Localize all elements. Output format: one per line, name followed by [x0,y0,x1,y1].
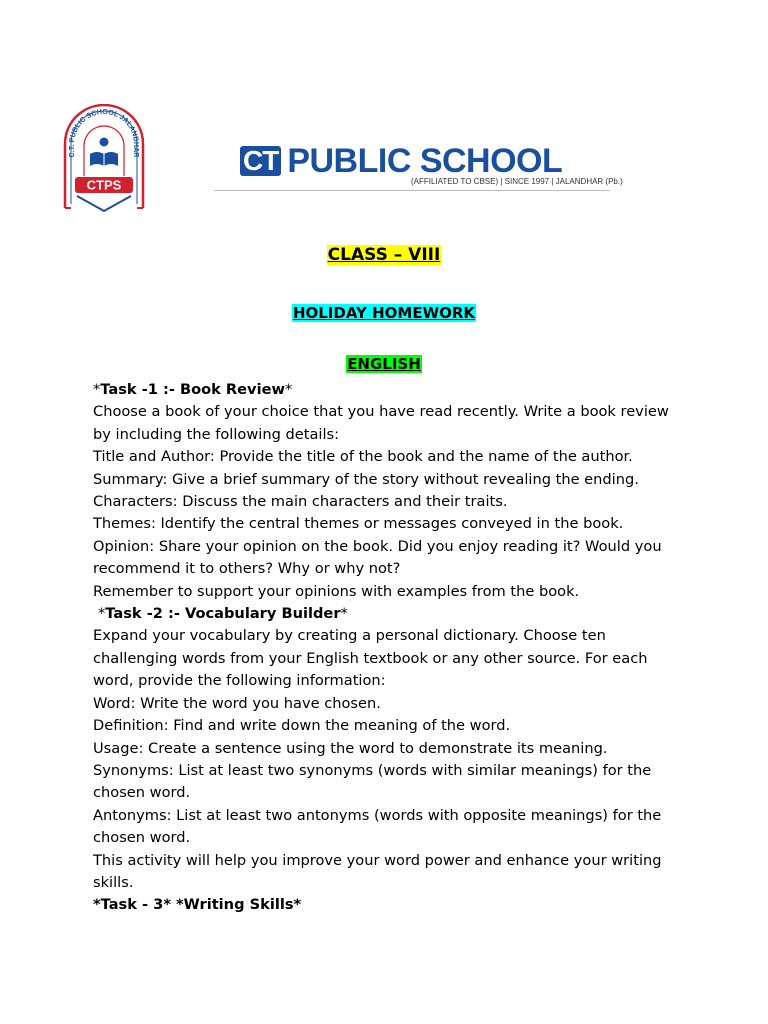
task-1-line: Themes: Identify the central themes or messages conveyed in the book. [93,515,624,533]
subject-heading-text: ENGLISH [347,355,421,373]
task-2-line: skills. [93,873,134,891]
task-1-line: recommend it to others? Why or why not? [93,560,401,578]
task-2-title: Task -2 :- Vocabulary Builder [105,605,341,623]
task-2-line: chosen word. [93,784,191,802]
task-2-lines [93,625,693,894]
task-1-line: Title and Author: Provide the title of the book and the name of the author. [93,448,633,466]
svg-text:CTPS: CTPS [86,177,122,193]
class-heading-text: CLASS – VIII [327,245,441,265]
task-2-line: Word: Write the word you have chosen. [93,694,381,712]
school-crest-logo [61,104,147,214]
task-1-line: Characters: Discuss the main characters and their traits. [93,493,508,511]
task-2-line: word, provide the following information: [93,672,386,690]
task-2-line: chosen word. [93,829,191,847]
task-2-line: Synonyms: List at least two synonyms (words with similar meanings) for the [93,761,652,779]
svg-text:C.T. PUBLIC SCHOOL JALANDHAR: C.T. PUBLIC SCHOOL JALANDHAR [66,106,141,158]
holiday-homework-heading [0,304,768,322]
task-1-line: Opinion: Share your opinion on the book. Did you enjoy reading it? Would you [93,537,662,555]
task-1-title: Task -1 :- Book Review [100,381,285,398]
school-tagline: (AFFILIATED TO CBSE) | SINCE 1997 | JALANDHAR (Pb.) [411,177,623,186]
task-2-line: This activity will help you improve your word power and enhance your writing [93,851,662,869]
holiday-homework-text: HOLIDAY HOMEWORK [292,304,476,322]
subject-heading [0,355,768,373]
task-2-heading: *Task -2 :- Vocabulary Builder* [98,605,348,623]
task-1-lines [93,401,693,603]
task-2-line: Expand your vocabulary by creating a personal dictionary. Choose ten [93,627,606,645]
task-1-line: Choose a book of your choice that you have read recently. Write a book review [93,403,669,421]
ct-logo-text: CT [243,145,279,176]
task-2-line: Definition: Find and write down the meaning of the word. [93,717,511,735]
school-brand-banner [214,140,623,194]
task-2-line: challenging words from your English textbook or any other source. For each [93,649,648,667]
task-1-line: Summary: Give a brief summary of the story without revealing the ending. [93,470,639,488]
class-heading [0,245,768,265]
task-1-line: Remember to support your opinions with examples from the book. [93,582,580,600]
task-2-line: Usage: Create a sentence using the word to demonstrate its meaning. [93,739,608,757]
task-2-line: Antonyms: List at least two antonyms (words with opposite meanings) for the [93,806,662,824]
school-name: PUBLIC SCHOOL [287,142,563,180]
task-3-heading: *Task - 3* *Writing Skills* [93,896,302,914]
homework-body [93,379,693,917]
header-divider [214,190,610,191]
task-1-heading: *Task -1 :- Book Review* [93,381,293,398]
ct-logo-box [240,146,281,176]
task-1-line: by including the following details: [93,425,340,443]
